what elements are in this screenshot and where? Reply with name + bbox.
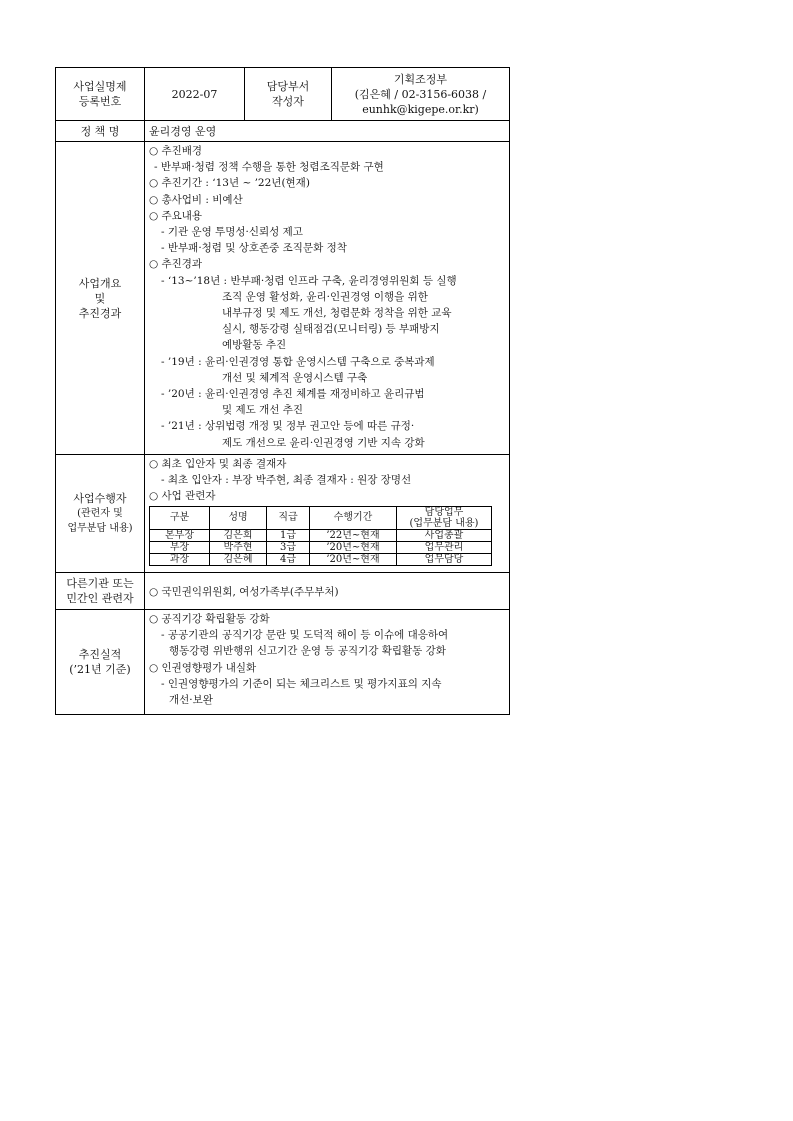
related-party-row (56, 573, 510, 610)
table-cell: 3급 (267, 541, 310, 553)
table-row (150, 541, 492, 553)
performance-item: - 공공기관의 공직기강 문란 및 도덕적 해이 등 이슈에 대응하여 (161, 629, 449, 642)
progress-item-text: 실시, 행동강령 실태점검(모니터링) 등 부패방지 (222, 323, 440, 336)
table-cell: 본부장 (150, 529, 210, 541)
table-cell: 김은혜 (210, 553, 267, 565)
progress-item-text: 조직 운영 활성화, 윤리·인권경영 이행을 위한 (222, 290, 428, 303)
department-label: 담당부서 작성자 (245, 68, 332, 121)
header-cell: 성명 (210, 506, 267, 529)
performer-content (145, 455, 510, 573)
main-content-item: - 기관 운영 투명성·신뢰성 제고 (161, 226, 303, 239)
table-cell: 업무담당 (397, 553, 492, 565)
performer-label: 사업수행자 (관련자 및 업무분담 내용) (56, 455, 145, 573)
table-row (150, 553, 492, 565)
overview-label: 사업개요 및 추진경과 (56, 142, 145, 455)
table-cell: 박주현 (210, 541, 267, 553)
header-cell: 담당업무 (업무분담 내용) (397, 506, 492, 529)
overview-content (145, 142, 510, 455)
main-content-heading: ○ 주요내용 (149, 209, 203, 222)
progress-item-2019: - ’19년 : 윤리·인권경영 통합 운영시스템 구축으로 중복과제 (161, 355, 435, 368)
table-cell: 업무관리 (397, 541, 492, 553)
table-cell: 사업총괄 (397, 529, 492, 541)
budget-line: ○ 총사업비 : 비예산 (149, 193, 243, 206)
performance-content (145, 610, 510, 715)
related-party-label: 다른기관 또는 민간인 관련자 (56, 573, 145, 610)
table-cell: 부장 (150, 541, 210, 553)
table-header-row (150, 506, 492, 529)
performance-item-cont: 개선·보완 (169, 694, 213, 707)
policy-label: 정 책 명 (56, 121, 145, 142)
header-cell: 직급 (267, 506, 310, 529)
project-record-table (55, 67, 510, 715)
main-content-item: - 반부패·청렴 및 상호존중 조직문화 정착 (161, 242, 347, 255)
progress-item-2013-2018: - ‘13~’18년 : 반부패·청렴 인프라 구축, 윤리경영위원회 등 실행 (161, 274, 457, 287)
background-heading: ○ 추진배경 (149, 145, 203, 157)
progress-heading: ○ 추진경과 (149, 258, 203, 271)
table-cell: 1급 (267, 529, 310, 541)
table-cell: ’20년~현재 (310, 553, 397, 565)
table-cell: 과장 (150, 553, 210, 565)
progress-item-2020: - ’20년 : 윤리·인권경영 추진 체계를 재정비하고 윤리규범 (161, 388, 425, 401)
table-cell: ’20년~현재 (310, 541, 397, 553)
performance-heading: ○ 공직기강 확립활동 강화 (149, 613, 270, 625)
related-persons-heading: ○ 사업 관련자 (149, 490, 216, 503)
performance-heading: ○ 인권영향평가 내실화 (149, 661, 257, 674)
registration-number: 2022-07 (145, 68, 245, 121)
performance-label: 추진실적 (’21년 기준) (56, 610, 145, 715)
progress-item-text: 및 제도 개선 추진 (222, 404, 304, 417)
related-persons-table (149, 506, 492, 566)
performance-row (56, 610, 510, 715)
header-cell: 구분 (150, 506, 210, 529)
header-cell: 수행기간 (310, 506, 397, 529)
progress-item-text: 내부규정 및 제도 개선, 청렴문화 정착을 위한 교육 (222, 307, 452, 320)
performance-item-cont: 행동강령 위반행위 신고기간 운영 등 공직기강 확립활동 강화 (169, 645, 446, 658)
project-record-sheet (55, 67, 509, 715)
overview-row (56, 142, 510, 455)
policy-row (56, 121, 510, 142)
background-item: - 반부패·청렴 정책 수행을 통한 청렴조직문화 구현 (154, 161, 384, 174)
table-cell: 김은희 (210, 529, 267, 541)
policy-name: 윤리경영 운영 (145, 121, 510, 142)
progress-item-2021: - ’21년 : 상위법령 개정 및 정부 권고안 등에 따른 규정· (161, 420, 415, 433)
initiator-detail: - 최초 입안자 : 부장 박주현, 최종 결재자 : 원장 장명선 (161, 474, 412, 487)
table-row (150, 529, 492, 541)
table-cell: ’22년~현재 (310, 529, 397, 541)
related-party-value: ○ 국민권익위원회, 여성가족부(주무부처) (145, 573, 510, 610)
performance-item: - 인권영향평가의 기준이 되는 체크리스트 및 평가지표의 지속 (161, 677, 442, 690)
progress-item-text: 제도 개선으로 윤리·인권경영 기반 지속 강화 (222, 436, 425, 449)
progress-item-text: 개선 및 체계적 운영시스템 구축 (222, 371, 368, 384)
performer-row (56, 455, 510, 573)
registration-label: 사업실명제 등록번호 (56, 68, 145, 121)
progress-item-text: 예방활동 추진 (222, 339, 287, 352)
table-cell: 4급 (267, 553, 310, 565)
department-writer: 기획조정부 (김은혜 / 02-3156-6038 / eunhk@kigepe.or.kr) (332, 68, 510, 121)
initiator-heading: ○ 최초 입안자 및 최종 결재자 (149, 458, 287, 470)
header-row (56, 68, 510, 121)
period-line: ○ 추진기간 : ‘13년 ~ ’22년(현재) (149, 177, 310, 190)
